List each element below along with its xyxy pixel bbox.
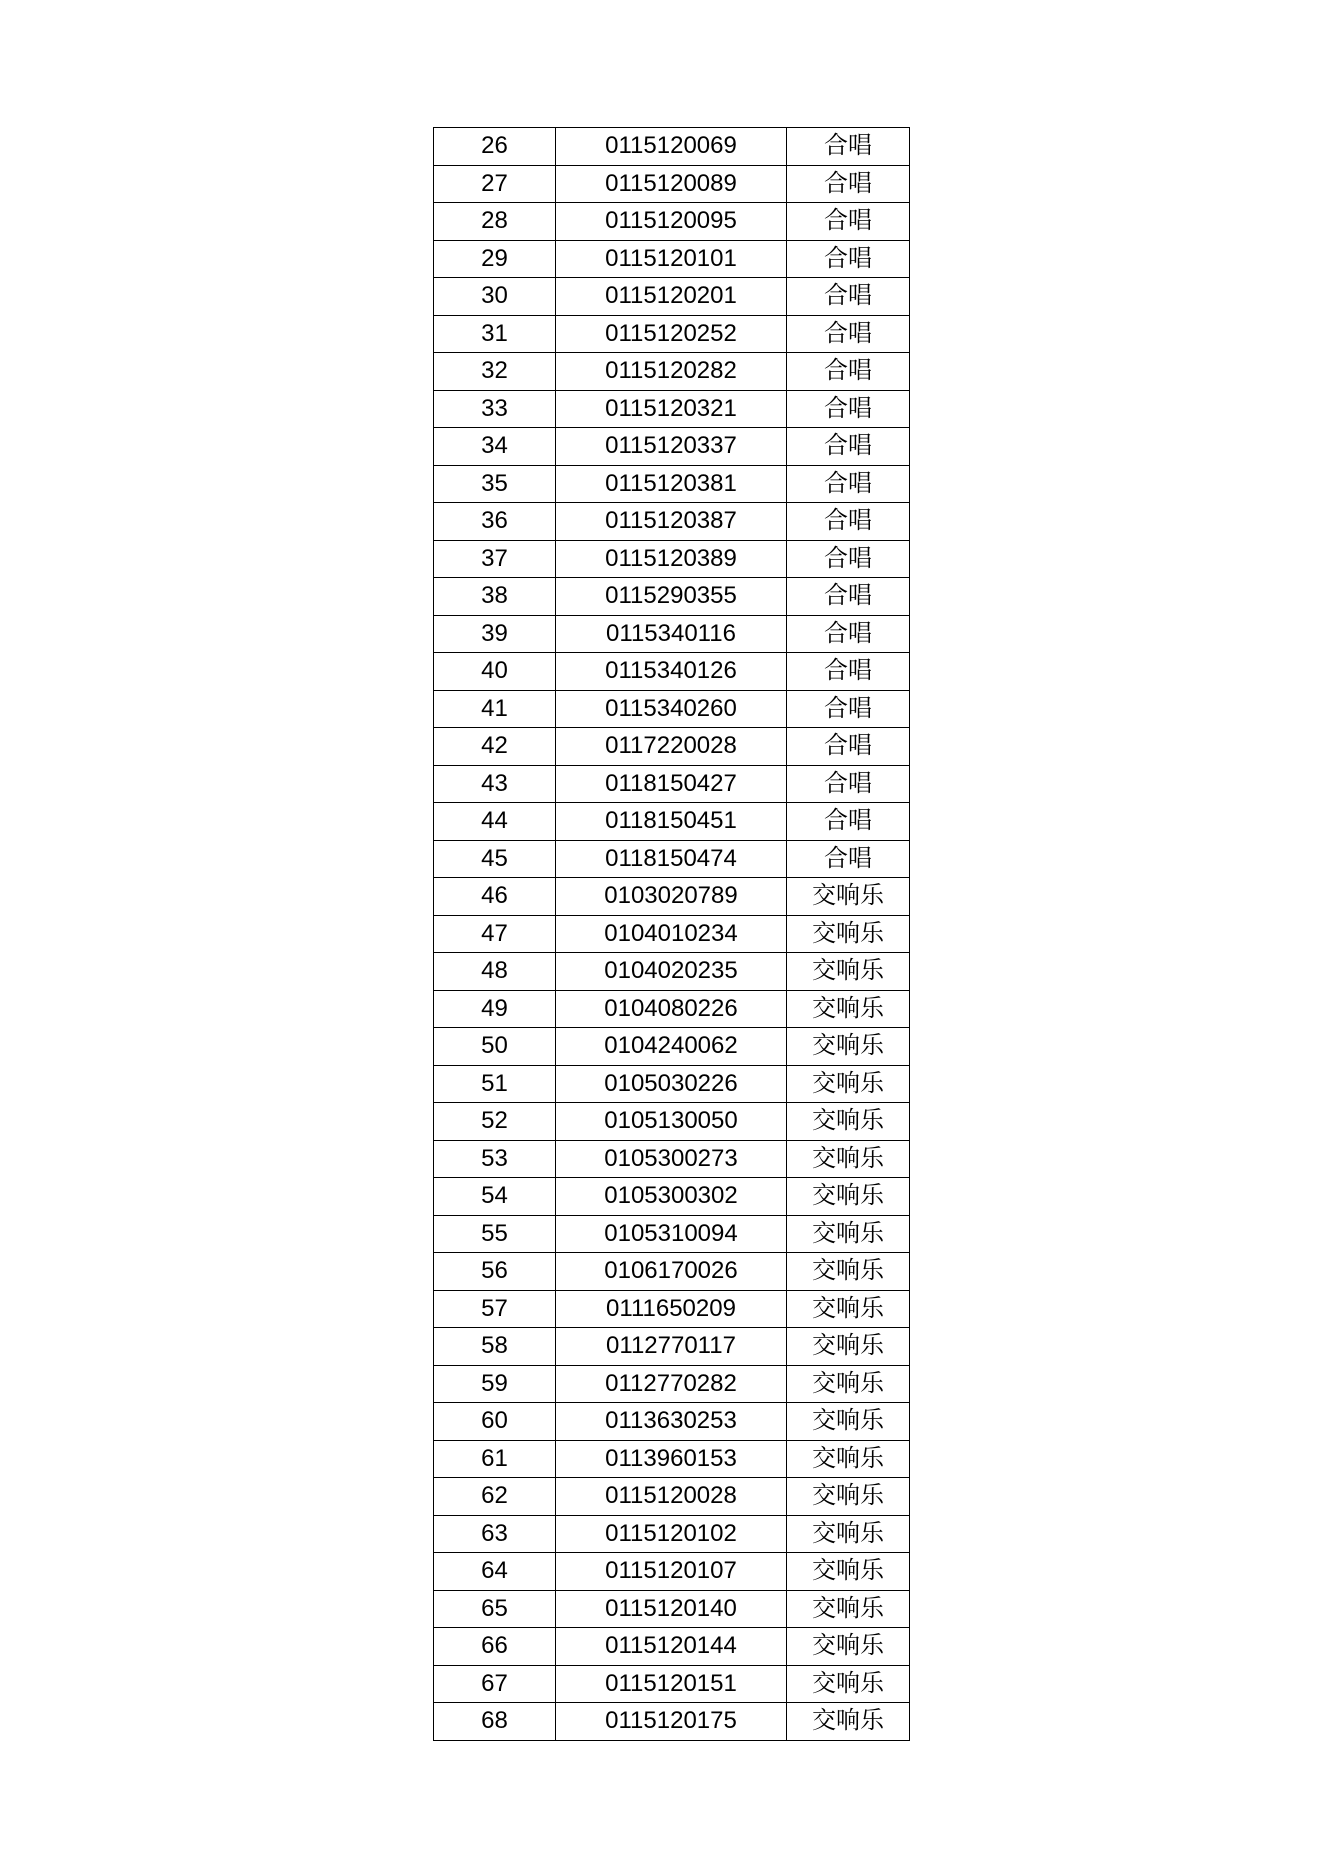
category-cell: 交响乐 xyxy=(787,1140,910,1178)
category-cell: 合唱 xyxy=(787,690,910,728)
student-id-cell: 0115120201 xyxy=(556,278,787,316)
student-id-cell: 0115290355 xyxy=(556,578,787,616)
row-number-cell: 59 xyxy=(434,1365,556,1403)
category-cell: 交响乐 xyxy=(787,915,910,953)
table-row xyxy=(434,390,910,428)
row-number-cell: 38 xyxy=(434,578,556,616)
category-cell: 合唱 xyxy=(787,465,910,503)
student-id-cell: 0115120107 xyxy=(556,1553,787,1591)
table-row xyxy=(434,353,910,391)
category-cell: 合唱 xyxy=(787,840,910,878)
table-row xyxy=(434,315,910,353)
row-number-cell: 67 xyxy=(434,1665,556,1703)
table-row xyxy=(434,465,910,503)
table-row xyxy=(434,578,910,616)
category-cell: 合唱 xyxy=(787,653,910,691)
row-number-cell: 26 xyxy=(434,128,556,166)
table-row xyxy=(434,728,910,766)
student-id-cell: 0105300302 xyxy=(556,1178,787,1216)
row-number-cell: 55 xyxy=(434,1215,556,1253)
table-row xyxy=(434,690,910,728)
student-id-cell: 0115340126 xyxy=(556,653,787,691)
category-cell: 合唱 xyxy=(787,240,910,278)
category-cell: 交响乐 xyxy=(787,1515,910,1553)
row-number-cell: 44 xyxy=(434,803,556,841)
student-id-cell: 0115120387 xyxy=(556,503,787,541)
category-cell: 交响乐 xyxy=(787,878,910,916)
row-number-cell: 50 xyxy=(434,1028,556,1066)
category-cell: 交响乐 xyxy=(787,1215,910,1253)
student-id-cell: 0115120282 xyxy=(556,353,787,391)
category-cell: 交响乐 xyxy=(787,1590,910,1628)
table-row xyxy=(434,1478,910,1516)
student-id-cell: 0115120144 xyxy=(556,1628,787,1666)
table-row xyxy=(434,540,910,578)
category-cell: 合唱 xyxy=(787,540,910,578)
category-cell: 合唱 xyxy=(787,615,910,653)
row-number-cell: 63 xyxy=(434,1515,556,1553)
category-cell: 交响乐 xyxy=(787,1440,910,1478)
row-number-cell: 40 xyxy=(434,653,556,691)
row-number-cell: 41 xyxy=(434,690,556,728)
category-cell: 交响乐 xyxy=(787,990,910,1028)
row-number-cell: 66 xyxy=(434,1628,556,1666)
row-number-cell: 48 xyxy=(434,953,556,991)
student-id-cell: 0115340116 xyxy=(556,615,787,653)
table-row xyxy=(434,1440,910,1478)
table-row xyxy=(434,278,910,316)
row-number-cell: 31 xyxy=(434,315,556,353)
row-number-cell: 32 xyxy=(434,353,556,391)
row-number-cell: 60 xyxy=(434,1403,556,1441)
table-row xyxy=(434,1178,910,1216)
table-row xyxy=(434,1665,910,1703)
table-row xyxy=(434,1703,910,1741)
row-number-cell: 51 xyxy=(434,1065,556,1103)
row-number-cell: 65 xyxy=(434,1590,556,1628)
table-row xyxy=(434,878,910,916)
roster-table xyxy=(433,127,910,1741)
category-cell: 合唱 xyxy=(787,165,910,203)
table-row xyxy=(434,1365,910,1403)
row-number-cell: 33 xyxy=(434,390,556,428)
row-number-cell: 52 xyxy=(434,1103,556,1141)
student-id-cell: 0111650209 xyxy=(556,1290,787,1328)
student-id-cell: 0104020235 xyxy=(556,953,787,991)
row-number-cell: 62 xyxy=(434,1478,556,1516)
table-row xyxy=(434,165,910,203)
row-number-cell: 43 xyxy=(434,765,556,803)
student-id-cell: 0105310094 xyxy=(556,1215,787,1253)
category-cell: 合唱 xyxy=(787,203,910,241)
row-number-cell: 58 xyxy=(434,1328,556,1366)
student-id-cell: 0112770282 xyxy=(556,1365,787,1403)
row-number-cell: 57 xyxy=(434,1290,556,1328)
category-cell: 交响乐 xyxy=(787,1103,910,1141)
category-cell: 交响乐 xyxy=(787,1628,910,1666)
row-number-cell: 36 xyxy=(434,503,556,541)
table-row xyxy=(434,1590,910,1628)
category-cell: 合唱 xyxy=(787,803,910,841)
student-id-cell: 0105300273 xyxy=(556,1140,787,1178)
category-cell: 合唱 xyxy=(787,728,910,766)
category-cell: 合唱 xyxy=(787,390,910,428)
student-id-cell: 0106170026 xyxy=(556,1253,787,1291)
table-row xyxy=(434,240,910,278)
row-number-cell: 45 xyxy=(434,840,556,878)
table-row xyxy=(434,915,910,953)
table-row xyxy=(434,1515,910,1553)
table-row xyxy=(434,953,910,991)
student-id-cell: 0115120252 xyxy=(556,315,787,353)
table-row xyxy=(434,1328,910,1366)
student-id-cell: 0115120140 xyxy=(556,1590,787,1628)
student-id-cell: 0113960153 xyxy=(556,1440,787,1478)
row-number-cell: 27 xyxy=(434,165,556,203)
row-number-cell: 35 xyxy=(434,465,556,503)
student-id-cell: 0105030226 xyxy=(556,1065,787,1103)
student-id-cell: 0113630253 xyxy=(556,1403,787,1441)
category-cell: 交响乐 xyxy=(787,1253,910,1291)
category-cell: 交响乐 xyxy=(787,1665,910,1703)
student-id-cell: 0115120321 xyxy=(556,390,787,428)
table-row xyxy=(434,1553,910,1591)
student-id-cell: 0115120028 xyxy=(556,1478,787,1516)
row-number-cell: 61 xyxy=(434,1440,556,1478)
category-cell: 交响乐 xyxy=(787,1328,910,1366)
category-cell: 交响乐 xyxy=(787,1553,910,1591)
student-id-cell: 0104240062 xyxy=(556,1028,787,1066)
row-number-cell: 53 xyxy=(434,1140,556,1178)
table-row xyxy=(434,503,910,541)
row-number-cell: 56 xyxy=(434,1253,556,1291)
row-number-cell: 47 xyxy=(434,915,556,953)
student-id-cell: 0115120089 xyxy=(556,165,787,203)
row-number-cell: 64 xyxy=(434,1553,556,1591)
student-id-cell: 0104010234 xyxy=(556,915,787,953)
student-id-cell: 0118150451 xyxy=(556,803,787,841)
student-id-cell: 0115120102 xyxy=(556,1515,787,1553)
table-row xyxy=(434,1290,910,1328)
category-cell: 合唱 xyxy=(787,765,910,803)
category-cell: 合唱 xyxy=(787,428,910,466)
roster-table-body xyxy=(434,128,910,1741)
table-row xyxy=(434,615,910,653)
table-row xyxy=(434,1028,910,1066)
student-id-cell: 0104080226 xyxy=(556,990,787,1028)
student-id-cell: 0105130050 xyxy=(556,1103,787,1141)
category-cell: 合唱 xyxy=(787,578,910,616)
table-row xyxy=(434,653,910,691)
row-number-cell: 39 xyxy=(434,615,556,653)
table-row xyxy=(434,128,910,166)
student-id-cell: 0115120381 xyxy=(556,465,787,503)
student-id-cell: 0115120151 xyxy=(556,1665,787,1703)
student-id-cell: 0115120095 xyxy=(556,203,787,241)
student-id-cell: 0115120101 xyxy=(556,240,787,278)
category-cell: 合唱 xyxy=(787,353,910,391)
row-number-cell: 28 xyxy=(434,203,556,241)
category-cell: 交响乐 xyxy=(787,1365,910,1403)
category-cell: 交响乐 xyxy=(787,1028,910,1066)
category-cell: 交响乐 xyxy=(787,1703,910,1741)
student-id-cell: 0103020789 xyxy=(556,878,787,916)
table-row xyxy=(434,803,910,841)
student-id-cell: 0118150427 xyxy=(556,765,787,803)
table-row xyxy=(434,990,910,1028)
row-number-cell: 34 xyxy=(434,428,556,466)
table-row xyxy=(434,765,910,803)
row-number-cell: 49 xyxy=(434,990,556,1028)
category-cell: 交响乐 xyxy=(787,1478,910,1516)
table-row xyxy=(434,203,910,241)
row-number-cell: 30 xyxy=(434,278,556,316)
student-id-cell: 0115120389 xyxy=(556,540,787,578)
row-number-cell: 68 xyxy=(434,1703,556,1741)
category-cell: 合唱 xyxy=(787,278,910,316)
row-number-cell: 37 xyxy=(434,540,556,578)
table-row xyxy=(434,1253,910,1291)
category-cell: 交响乐 xyxy=(787,1065,910,1103)
row-number-cell: 42 xyxy=(434,728,556,766)
category-cell: 合唱 xyxy=(787,503,910,541)
category-cell: 交响乐 xyxy=(787,953,910,991)
table-row xyxy=(434,1403,910,1441)
table-row xyxy=(434,428,910,466)
table-row xyxy=(434,1103,910,1141)
category-cell: 交响乐 xyxy=(787,1290,910,1328)
category-cell: 交响乐 xyxy=(787,1178,910,1216)
student-id-cell: 0115120175 xyxy=(556,1703,787,1741)
row-number-cell: 29 xyxy=(434,240,556,278)
student-id-cell: 0118150474 xyxy=(556,840,787,878)
student-id-cell: 0117220028 xyxy=(556,728,787,766)
table-row xyxy=(434,1065,910,1103)
student-id-cell: 0115340260 xyxy=(556,690,787,728)
row-number-cell: 54 xyxy=(434,1178,556,1216)
category-cell: 合唱 xyxy=(787,315,910,353)
student-id-cell: 0112770117 xyxy=(556,1328,787,1366)
row-number-cell: 46 xyxy=(434,878,556,916)
table-row xyxy=(434,840,910,878)
category-cell: 合唱 xyxy=(787,128,910,166)
table-row xyxy=(434,1215,910,1253)
student-id-cell: 0115120337 xyxy=(556,428,787,466)
student-id-cell: 0115120069 xyxy=(556,128,787,166)
category-cell: 交响乐 xyxy=(787,1403,910,1441)
table-row xyxy=(434,1140,910,1178)
table-row xyxy=(434,1628,910,1666)
